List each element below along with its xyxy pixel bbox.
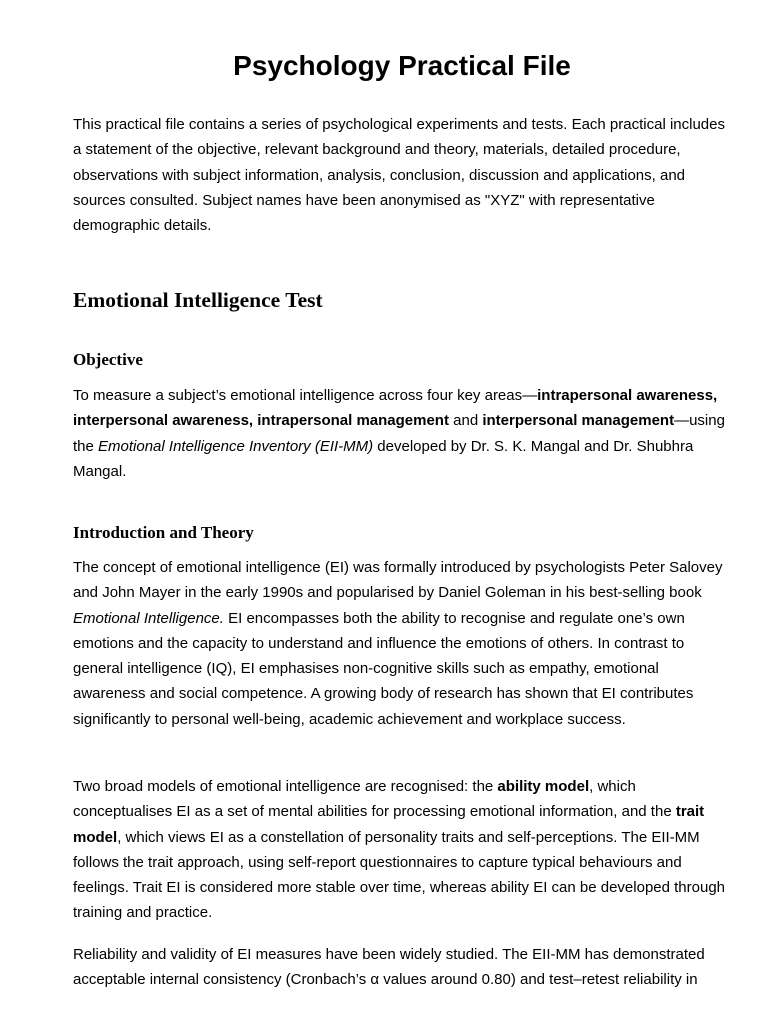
theory-p2-text-1: Two broad models of emotional intelligence are recognised: the (73, 778, 498, 795)
objective-heading: Objective (73, 350, 143, 369)
theory-p2-text-2: , which conceptualises EI as a set of mental abilities for processing emotional information, and the (73, 778, 676, 821)
theory-paragraph-1 (73, 555, 731, 732)
document-title: Psychology Practical File (233, 50, 571, 81)
theory-p2-text-3: , which views EI as a constellation of personality traits and self-perceptions. The EII-MM follows the trait approach, using self-report questionnaires to capture typical behaviours and feelings. Trait EI is considered more stable over time, whereas ability EI can be developed through training and practice. (73, 828, 726, 922)
theory-paragraph-2 (73, 774, 731, 926)
objective-bold-1: intrapersonal awareness, interpersonal awareness, intrapersonal management (73, 387, 718, 430)
theory-p1-italic: Emotional Intelligence. (73, 609, 224, 627)
objective-text-4: developed by Dr. S. K. Mangal and Dr. Shubhra Mangal. (73, 437, 694, 480)
objective-text-3: —using the (73, 412, 725, 455)
objective-italic: Emotional Intelligence Inventory (EII-MM) (98, 437, 374, 455)
objective-text-2: and (448, 412, 483, 430)
introduction-theory-heading: Introduction and Theory (73, 523, 254, 542)
theory-p1-text-2: EI encompasses both the ability to recognise and regulate one’s own emotions and the capacity to understand and influence the emotions of others. In contrast to general intelligence (IQ), EI emphasises non-cognitive skills such as empathy, emotional awareness and social competence. A growing body of research has shown that EI contributes significantly to personal well-being, academic achievement and workplace success. (73, 609, 694, 728)
theory-p2-bold-1: ability model (497, 778, 590, 795)
theory-p2-bold-2: trait model (73, 803, 705, 846)
intro-paragraph: This practical file contains a series of psychological experiments and tests. Each practical includes a statement of the objective, relevant background and theory, materials, detailed procedure, observations with subject information, analysis, conclusion, discussion and applications, and sources consulted. Subject names have been anonymised as "XYZ" with representative demographic details. (73, 116, 725, 235)
section-heading: Emotional Intelligence Test (73, 288, 323, 312)
theory-paragraph-3: Reliability and validity of EI measures have been widely studied. The EII-MM has demonstrated acceptable internal consistency (Cronbach’s α values around 0.80) and test–retest reliability in (73, 946, 705, 989)
objective-bold-2: interpersonal management (482, 412, 675, 430)
objective-text-1: To measure a subject’s emotional intelligence across four key areas— (73, 387, 538, 404)
objective-paragraph (73, 383, 731, 484)
theory-p1-text-1: The concept of emotional intelligence (EI) was formally introduced by psychologists Peter Salovey and John Mayer in the early 1990s and popularised by Daniel Goleman in his best-selling book (73, 559, 723, 602)
